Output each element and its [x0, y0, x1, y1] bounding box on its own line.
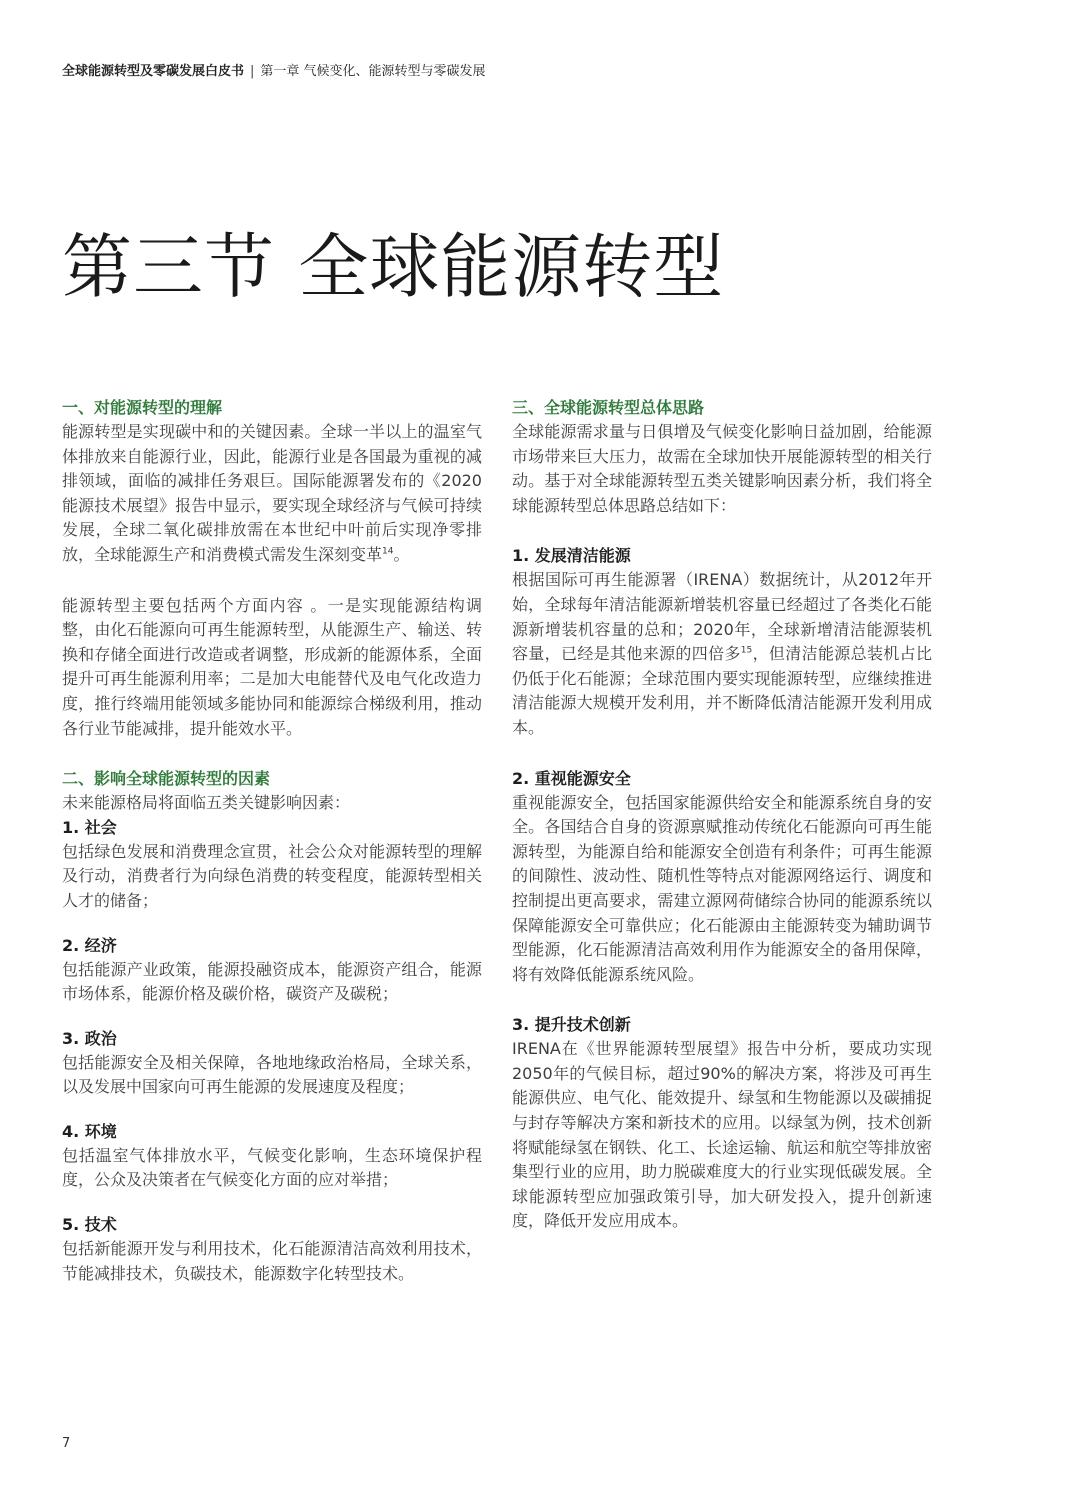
paragraph-understanding-1: 能源转型是实现碳中和的关键因素。全球一半以上的温室气体排放来自能源行业，因此，能源行业是各国最为重视的减排领域，面临的减排任务艰巨。国际能源署发布的《2020能源技术展望》报告中显示，要实现全球经济与气候可持续发展，全球二氧化碳排放需在本世纪中叶前后实现净零排放，全球能源生产和消费模式需发生深刻变革$^{14}$。: [62, 422, 482, 564]
right-column: [512, 396, 932, 1234]
approach-title-energy-security: 2. 重视能源安全: [512, 768, 631, 788]
heading-factors: 二、影响全球能源转型的因素: [62, 769, 271, 789]
paragraph-understanding-2: 能源转型主要包括两个方面内容 。一是实现能源结构调整，由化石能源向可再生能源转型，从能源生产、输送、转换和存储全面进行改造或者调整，形成新的能源体系，全面提升可再生能源利用率；二是加大电能替代及电气化改造力度，推行终端用能领域多能协同和能源综合梯级利用，推动各行业节能减排，提升能效水平。: [62, 595, 482, 738]
approach-body-energy-security: 重视能源安全，包括国家能源供给安全和能源系统自身的安全。各国结合自身的资源禀赋推动传统化石能源向可再生能源转型，为能源自给和能源安全创造有利条件；可再生能源的间隙性、波动性、随机性等特点对能源网络运行、调度和控制提出更高要求，需建立源网荷储综合协同的能源系统以保障能源安全可靠供应；化石能源由主能源转变为辅助调节型能源，化石能源清洁高效利用作为能源安全的备用保障，将有效降低能源系统风险。: [512, 792, 932, 984]
factor-title-technology: 5. 技术: [62, 1215, 117, 1235]
factor-body-politics: 包括能源安全及相关保障，各地地缘政治格局，全球关系，以及发展中国家向可再生能源的发展速度及程度；: [62, 1052, 482, 1097]
factor-title-society: 1. 社会: [62, 817, 117, 837]
left-column: [62, 396, 482, 1286]
factor-title-environment: 4. 环境: [62, 1121, 117, 1141]
approach-body-innovation: IRENA在《世界能源转型展望》报告中分析，要成功实现2050年的气候目标，超过90%的解决方案，将涉及可再生能源供应、电气化、能效提升、绿氢和生物能源以及碳捕捉与封存等解决方案和新技术的应用。以绿氢为例，技术创新将赋能绿氢在钢铁、化工、长途运输、航运和航空等排放密集型行业的应用，助力脱碳难度大的行业实现低碳发展。全球能源转型应加强政策引导，加大研发投入，提升创新速度，降低开发应用成本。: [512, 1039, 932, 1231]
heading-approach: 三、全球能源转型总体思路: [512, 398, 705, 417]
factor-title-economy: 2. 经济: [62, 935, 117, 955]
section-title: 第三节 全球能源转型: [62, 226, 725, 308]
footnote-ref-14: 14: [382, 546, 394, 557]
header-chapter: 第一章 气候变化、能源转型与零碳发展: [260, 64, 486, 79]
header-separator: |: [250, 64, 255, 79]
header-doc-title: 全球能源转型及零碳发展白皮书: [62, 64, 245, 79]
factor-body-economy: 包括能源产业政策，能源投融资成本，能源资产组合，能源市场体系，能源价格及碳价格，碳资产及碳税；: [62, 959, 482, 1004]
approach-title-innovation: 3. 提升技术创新: [512, 1015, 631, 1035]
page-number: 7: [62, 1436, 71, 1451]
factors-intro: 未来能源格局将面临五类关键影响因素：: [62, 793, 351, 813]
heading-understanding: 一、对能源转型的理解: [62, 398, 223, 417]
approach-body-clean-energy: 根据国际可再生能源署（IRENA）数据统计，从2012年开始，全球每年清洁能源新增装机容量已经超过了各类化石能源新增装机容量的总和；2020年，全球新增清洁能源装机容量，已经是其他来源的四倍多$^{15}$，但清洁能源总装机占比仍低于化石能源；全球范围内要实现能源转型，应继续推进清洁能源大规模开发利用，并不断降低清洁能源开发利用成本。: [512, 570, 932, 737]
approach-intro: 全球能源需求量与日俱增及气候变化影响日益加剧，给能源市场带来巨大压力，故需在全球加快开展能源转型的相关行动。基于对全球能源转型五类关键影响因素分析，我们将全球能源转型总体思路总结如下：: [512, 422, 932, 515]
approach-title-clean-energy: 1. 发展清洁能源: [512, 546, 631, 566]
factor-body-society: 包括绿色发展和消费理念宣贯，社会公众对能源转型的理解及行动，消费者行为向绿色消费的转变程度，能源转型相关人才的储备；: [62, 841, 482, 910]
running-header: [62, 60, 486, 79]
factor-body-environment: 包括温室气体排放水平，气候变化影响，生态环境保护程度，公众及决策者在气候变化方面的应对举措；: [62, 1145, 482, 1190]
factor-title-politics: 3. 政治: [62, 1028, 117, 1048]
factor-body-technology: 包括新能源开发与利用技术，化石能源清洁高效利用技术，节能减排技术，负碳技术，能源数字化转型技术。: [62, 1239, 482, 1283]
footnote-ref-15: 15: [740, 645, 753, 656]
